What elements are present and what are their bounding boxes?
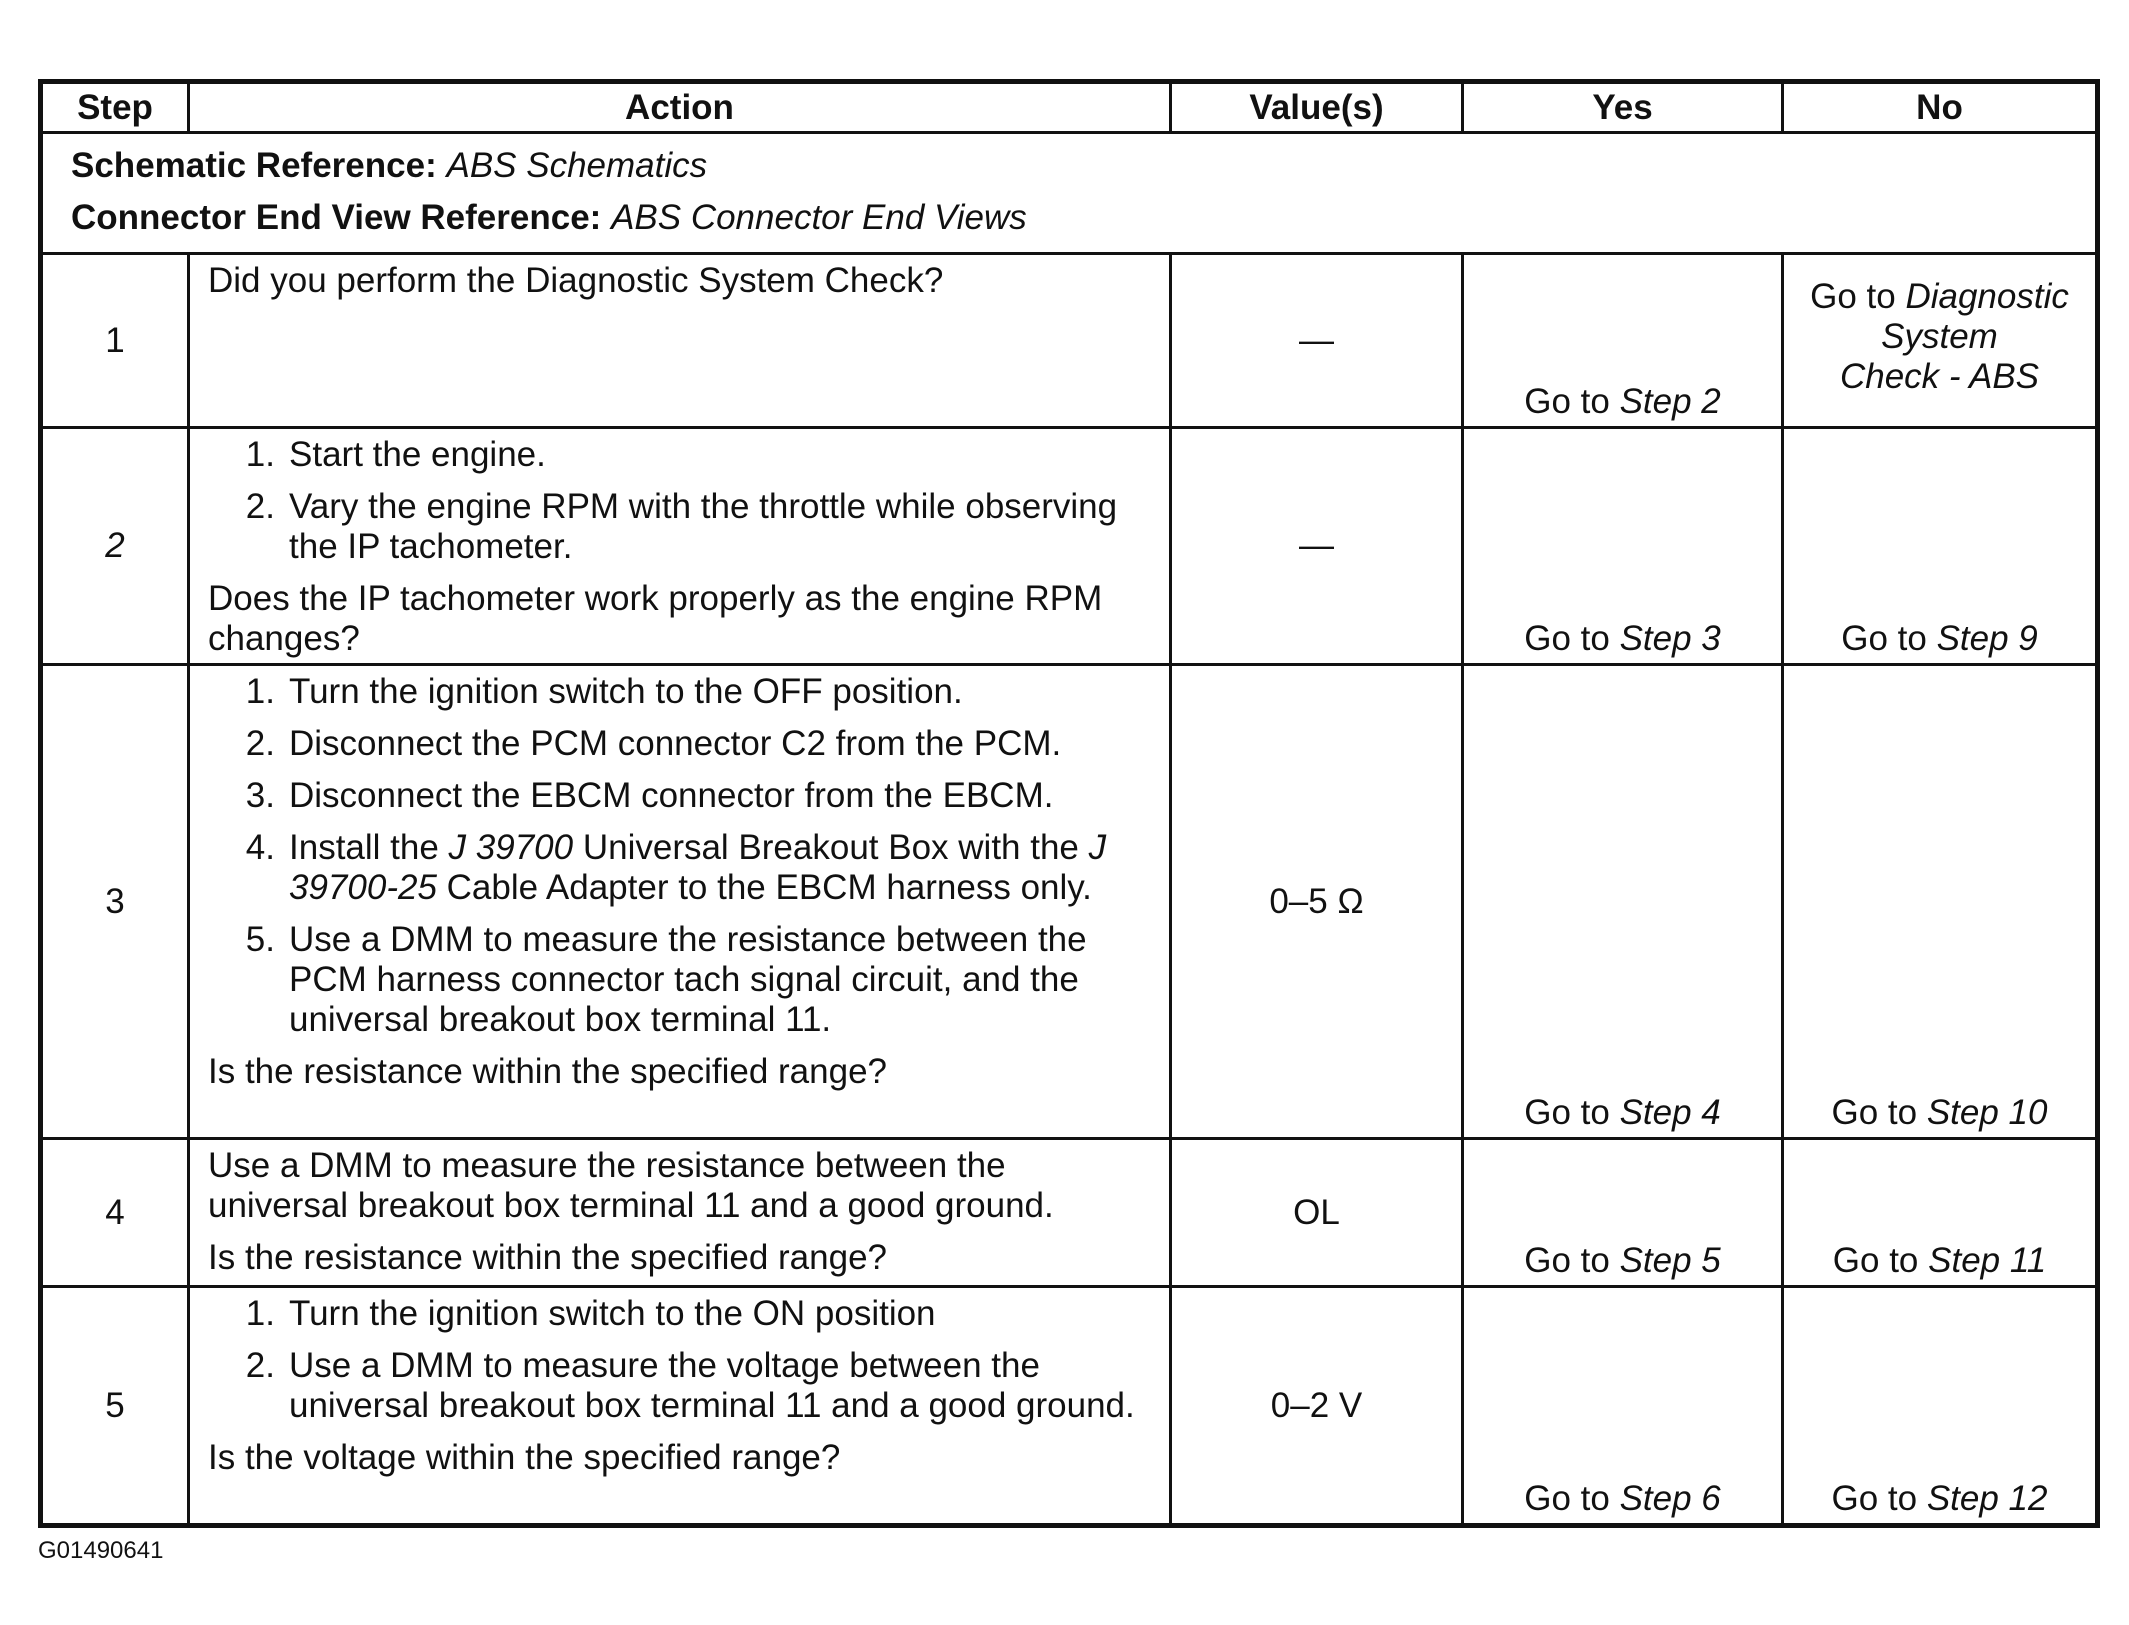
yes-cell [1463, 254, 1783, 428]
connector-reference-value: ABS Connector End Views [611, 198, 1027, 237]
no-prefix: Go to [1831, 1479, 1927, 1518]
item-text: Use a DMM to measure the resistance between the PCM harness connector tach signal circuit, and the universal breakout box terminal 11. [289, 920, 1087, 1039]
value-cell: 0–5 Ω [1171, 665, 1463, 1139]
item-text: Disconnect the PCM connector C2 from the PCM. [289, 724, 1062, 763]
item-number: 2. [245, 487, 275, 526]
step-number: 4 [41, 1139, 189, 1287]
item-text: Start the engine. [289, 435, 546, 474]
yes-cell [1463, 1287, 1783, 1526]
step-number: 3 [41, 665, 189, 1139]
no-prefix: Go to [1832, 1241, 1929, 1280]
list-item [208, 1346, 1155, 1426]
no-step-ref: Step 12 [1926, 1479, 2048, 1518]
list-item [208, 920, 1155, 1040]
yes-prefix: Go to [1524, 1093, 1620, 1132]
list-item [208, 828, 1155, 908]
action-text: Use a DMM to measure the resistance between the universal breakout box terminal 11 and a good ground. [208, 1146, 1054, 1225]
yes-step-ref: Step 5 [1619, 1241, 1721, 1280]
action-cell [189, 1287, 1171, 1526]
table-row [41, 665, 2098, 1139]
value-cell: — [1171, 254, 1463, 428]
list-item [208, 435, 1155, 475]
table-row [41, 1287, 2098, 1526]
header-no: No [1783, 82, 2098, 133]
yes-prefix: Go to [1524, 1479, 1620, 1518]
action-text: Did you perform the Diagnostic System Check? [208, 261, 944, 300]
schematic-reference [71, 140, 2095, 192]
yes-cell [1463, 665, 1783, 1139]
yes-step-ref: Step 6 [1619, 1479, 1721, 1518]
action-cell [189, 665, 1171, 1139]
item-text [289, 828, 1155, 908]
list-item [208, 487, 1155, 567]
value-cell: 0–2 V [1171, 1287, 1463, 1526]
reference-row [41, 133, 2098, 254]
no-step-ref: Step 11 [1928, 1241, 2047, 1280]
item-text: Turn the ignition switch to the ON position [289, 1294, 936, 1333]
action-cell [189, 428, 1171, 665]
no-step-ref: Step 9 [1936, 619, 2038, 658]
no-prefix: Go to [1831, 1093, 1927, 1132]
table-row [41, 428, 2098, 665]
item-number: 2. [245, 724, 275, 763]
item-number: 4. [245, 828, 275, 867]
list-item [208, 724, 1155, 764]
item-text: Use a DMM to measure the voltage between the universal breakout box terminal 11 and a good ground. [289, 1346, 1135, 1425]
yes-step-ref: Step 2 [1619, 382, 1721, 421]
action-list [208, 435, 1155, 567]
no-step-ref: Diagnostic System [1881, 277, 2069, 356]
yes-cell [1463, 1139, 1783, 1287]
table-row [41, 254, 2098, 428]
connector-reference-label: Connector End View Reference: [71, 198, 602, 237]
schematic-reference-value: ABS Schematics [446, 146, 708, 185]
yes-step-ref: Step 4 [1619, 1093, 1721, 1132]
no-cell [1783, 1139, 2098, 1287]
list-item [208, 776, 1155, 816]
action-question: Is the resistance within the specified range? [208, 1052, 887, 1091]
yes-cell [1463, 428, 1783, 665]
action-list [208, 672, 1155, 1040]
item-text: Turn the ignition switch to the OFF position. [289, 672, 963, 711]
step-number: 5 [41, 1287, 189, 1526]
value-cell: — [1171, 428, 1463, 665]
yes-step-ref: Step 3 [1619, 619, 1721, 658]
action-cell [189, 1139, 1171, 1287]
item-number: 1. [245, 435, 275, 474]
item-number: 5. [245, 920, 275, 959]
no-prefix: Go to [1810, 277, 1906, 316]
step-number: 2 [41, 428, 189, 665]
no-cell [1783, 428, 2098, 665]
step-number: 1 [41, 254, 189, 428]
item-number: 1. [245, 1294, 275, 1333]
item-number: 2. [245, 1346, 275, 1385]
no-cell [1783, 665, 2098, 1139]
header-values: Value(s) [1171, 82, 1463, 133]
schematic-reference-label: Schematic Reference: [71, 146, 437, 185]
item-text: Disconnect the EBCM connector from the EBCM. [289, 776, 1054, 815]
list-item [208, 672, 1155, 712]
yes-prefix: Go to [1524, 1241, 1620, 1280]
table-row [41, 1139, 2098, 1287]
table-header-row [41, 82, 2098, 133]
value-cell: OL [1171, 1139, 1463, 1287]
action-cell [189, 254, 1171, 428]
no-cell [1783, 254, 2098, 428]
no-cell [1783, 1287, 2098, 1526]
header-yes: Yes [1463, 82, 1783, 133]
header-step: Step [41, 82, 189, 133]
list-item [208, 1294, 1155, 1334]
reference-cell [41, 133, 2098, 254]
tool-number: J 39700 [448, 828, 574, 867]
item-text-pre: Install the [289, 828, 449, 867]
item-text-mid: Universal Breakout Box with the [573, 828, 1089, 867]
action-list [208, 1294, 1155, 1426]
action-question: Is the resistance within the specified range? [208, 1238, 887, 1277]
header-action: Action [189, 82, 1171, 133]
no-step-ref: Step 10 [1926, 1093, 2048, 1132]
no-step-ref-cont: Check - ABS [1839, 357, 2040, 396]
item-number: 3. [245, 776, 275, 815]
figure-id: G01490641 [38, 1537, 164, 1564]
connector-reference [71, 192, 2095, 244]
yes-prefix: Go to [1524, 619, 1620, 658]
item-number: 1. [245, 672, 275, 711]
item-text-post: Cable Adapter to the EBCM harness only. [436, 868, 1092, 907]
tool-number: J 39700-25 [289, 828, 1107, 907]
item-text: Vary the engine RPM with the throttle while observing the IP tachometer. [289, 487, 1118, 566]
diagnostic-table [38, 79, 2100, 1528]
action-question: Is the voltage within the specified range? [208, 1438, 841, 1477]
yes-prefix: Go to [1524, 382, 1620, 421]
no-prefix: Go to [1841, 619, 1937, 658]
action-question: Does the IP tachometer work properly as the engine RPM changes? [208, 579, 1103, 658]
